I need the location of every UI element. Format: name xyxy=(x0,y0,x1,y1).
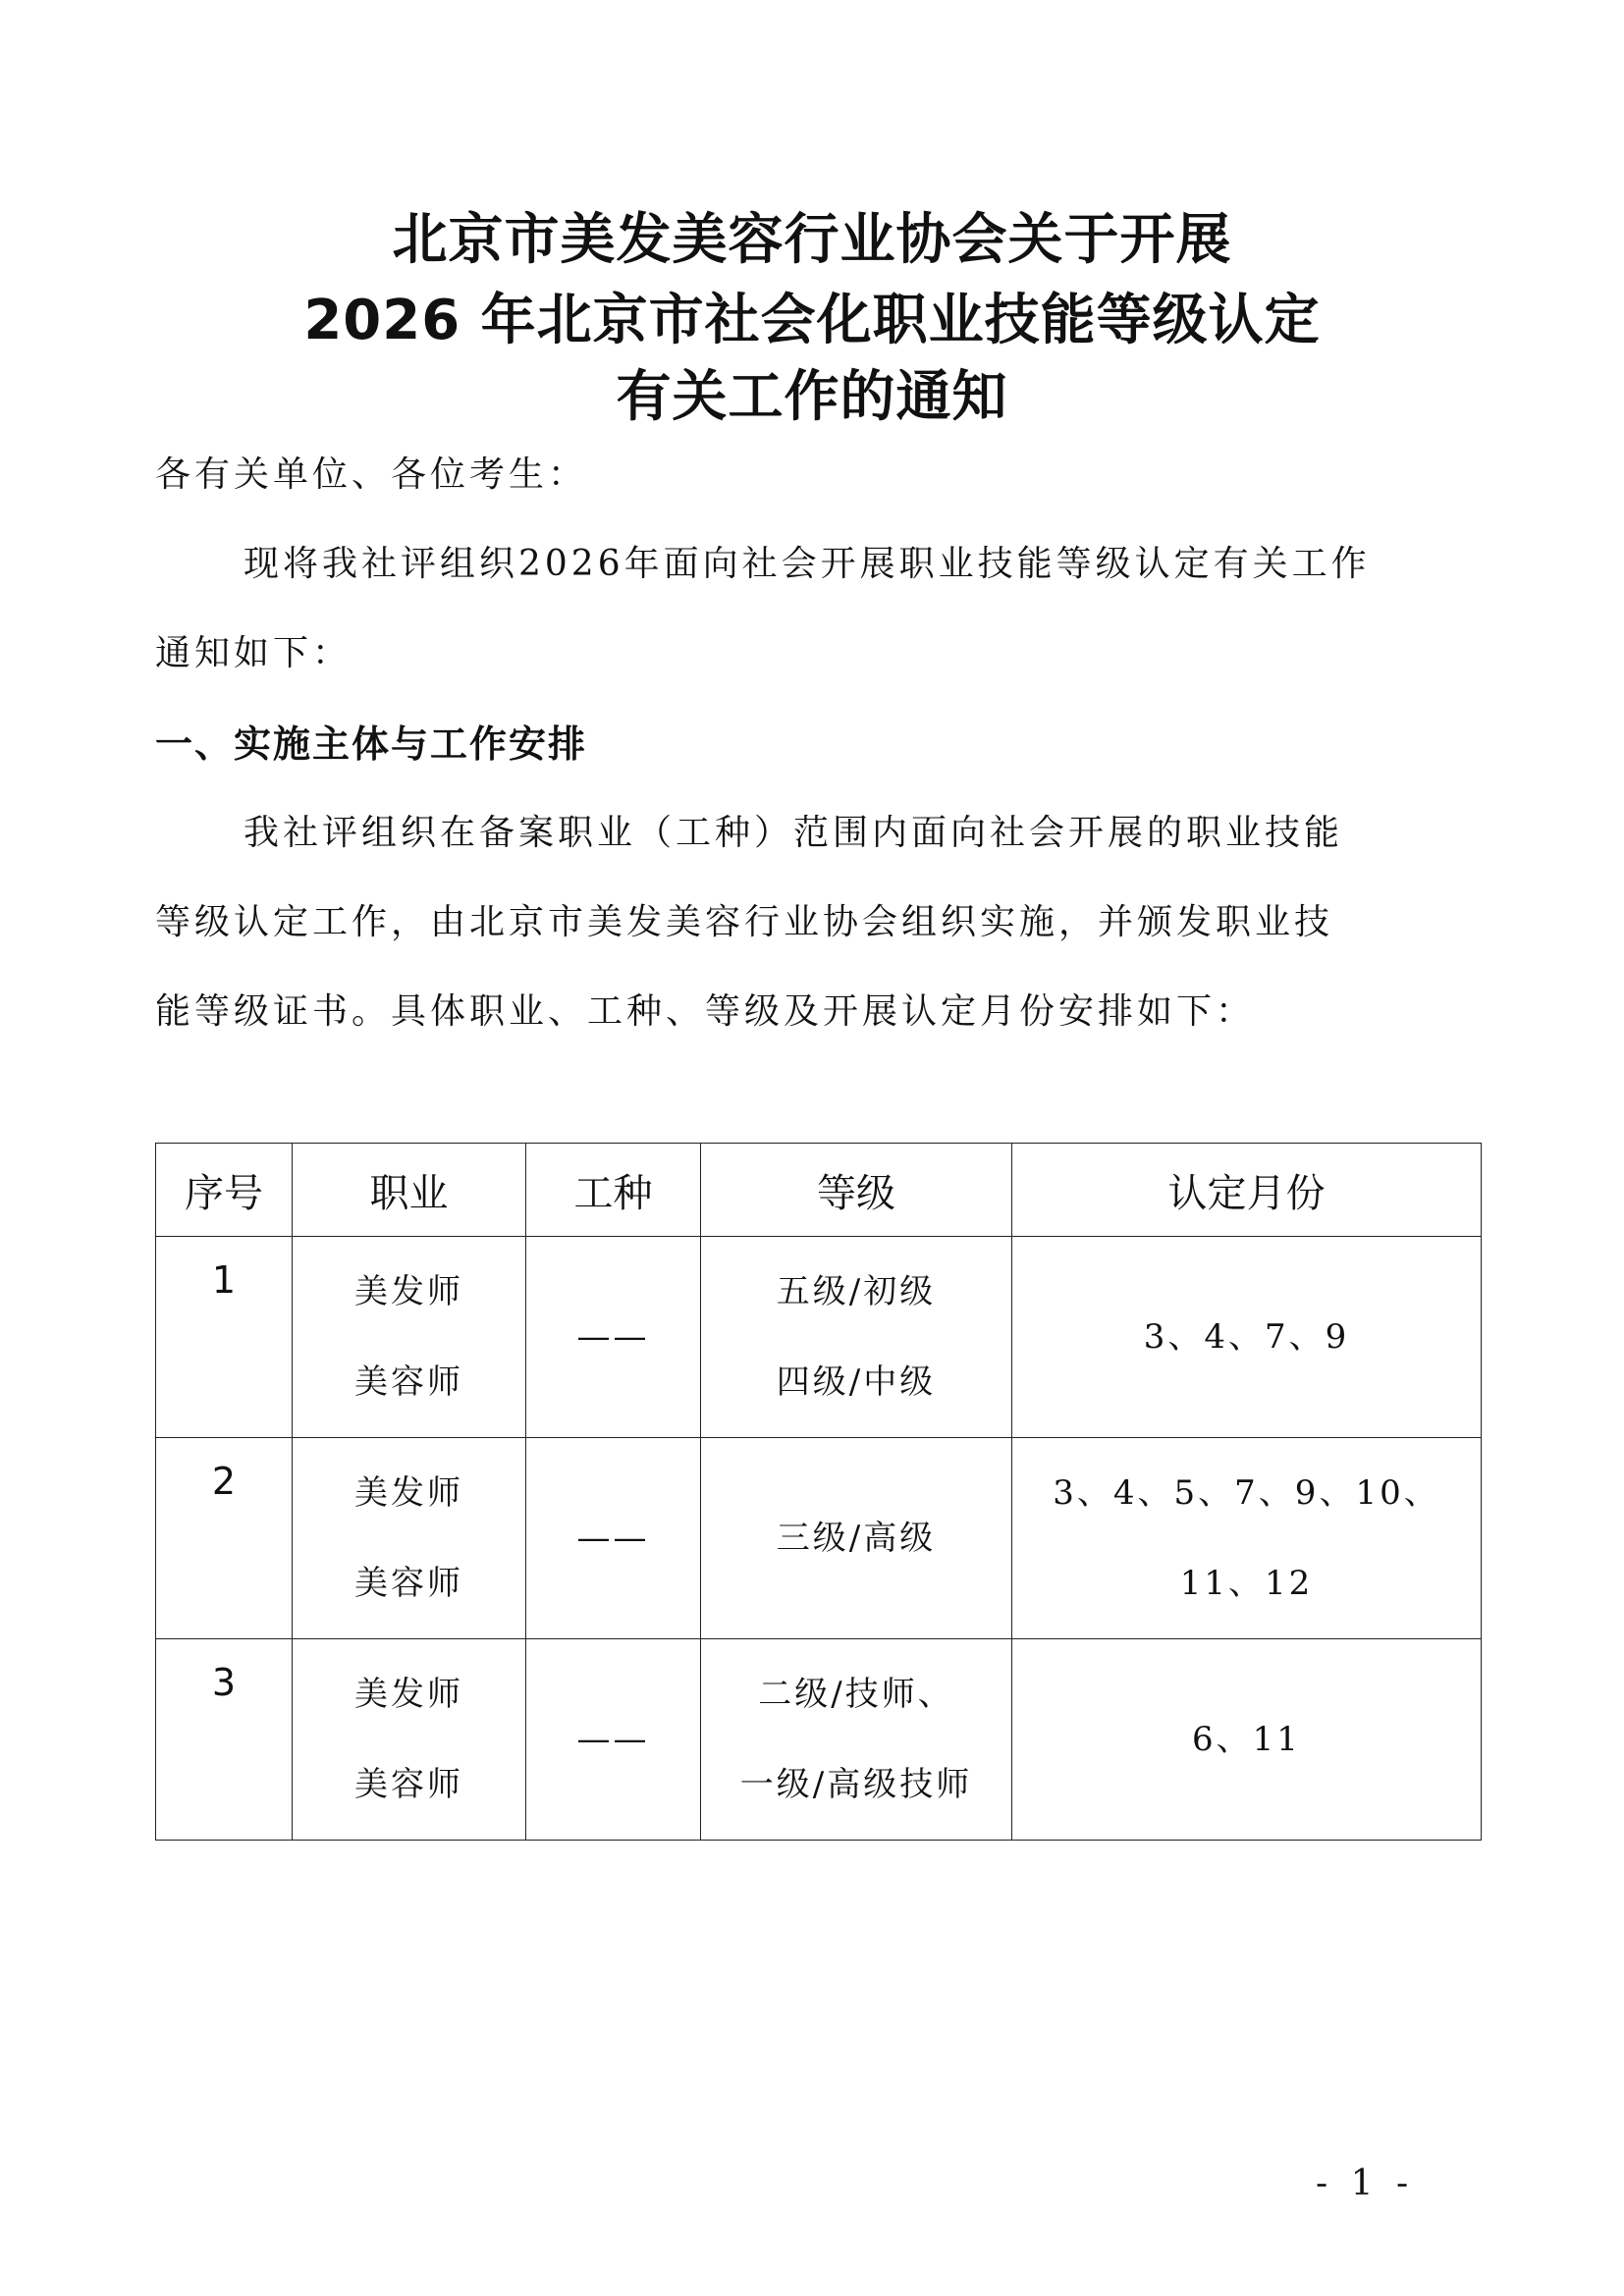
row-months xyxy=(1012,1438,1482,1639)
row-months xyxy=(1012,1639,1482,1841)
months-text: 6、11 xyxy=(1192,1720,1301,1759)
row-seq: 3 xyxy=(156,1639,293,1841)
months-text: 11、12 xyxy=(1179,1564,1314,1603)
occupation-text: 美发师 xyxy=(354,1272,463,1311)
header-months: 认定月份 xyxy=(1012,1144,1482,1237)
level-text: 三级/高级 xyxy=(776,1519,937,1558)
title-line-3: 有关工作的通知 xyxy=(616,365,1008,429)
row-trade: —— xyxy=(526,1438,701,1639)
salutation: 各有关单位、各位考生： xyxy=(155,454,588,495)
section-1-heading: 一、实施主体与工作安排 xyxy=(155,722,588,766)
row-occupations xyxy=(293,1639,526,1841)
table-row xyxy=(156,1237,1482,1438)
section-1-para-line-1: 我社评组织在备案职业（工种）范围内面向社会开展的职业技能 xyxy=(244,813,1344,853)
header-level: 等级 xyxy=(701,1144,1012,1237)
table-row xyxy=(156,1438,1482,1639)
row-trade: —— xyxy=(526,1237,701,1438)
row-occupations xyxy=(293,1237,526,1438)
level-text: 五级/初级 xyxy=(776,1272,937,1311)
intro-line-2: 通知如下： xyxy=(155,633,352,673)
row-seq: 2 xyxy=(156,1438,293,1639)
certification-schedule-table xyxy=(155,1143,1482,1841)
header-occupation: 职业 xyxy=(293,1144,526,1237)
table-header-row xyxy=(156,1144,1482,1237)
header-trade: 工种 xyxy=(526,1144,701,1237)
occupation-text: 美容师 xyxy=(354,1362,463,1402)
row-seq: 1 xyxy=(156,1237,293,1438)
months-text: 3、4、5、7、9、10、 xyxy=(1053,1473,1440,1513)
row-levels xyxy=(701,1237,1012,1438)
row-months xyxy=(1012,1237,1482,1438)
page-number: - 1 - xyxy=(1316,2163,1415,2204)
level-text: 二级/技师、 xyxy=(758,1675,954,1714)
row-trade: —— xyxy=(526,1639,701,1841)
title-line-1: 北京市美发美容行业协会关于开展 xyxy=(392,208,1232,272)
row-levels xyxy=(701,1438,1012,1639)
title-line-2: 2026 年北京市社会化职业技能等级认定 xyxy=(303,289,1321,352)
occupation-text: 美发师 xyxy=(354,1675,463,1714)
occupation-text: 美容师 xyxy=(354,1765,463,1804)
row-levels xyxy=(701,1639,1012,1841)
table-row xyxy=(156,1639,1482,1841)
intro-line-1: 现将我社评组织2026年面向社会开展职业技能等级认定有关工作 xyxy=(244,544,1371,584)
section-1-para-line-2: 等级认定工作，由北京市美发美容行业协会组织实施，并颁发职业技 xyxy=(155,902,1334,942)
level-text: 四级/中级 xyxy=(776,1362,937,1402)
occupation-text: 美容师 xyxy=(354,1564,463,1603)
occupation-text: 美发师 xyxy=(354,1473,463,1513)
row-occupations xyxy=(293,1438,526,1639)
level-text: 一级/高级技师 xyxy=(739,1765,973,1804)
header-seq: 序号 xyxy=(156,1144,293,1237)
section-1-para-line-3: 能等级证书。具体职业、工种、等级及开展认定月份安排如下： xyxy=(155,991,1256,1032)
months-text: 3、4、7、9 xyxy=(1143,1317,1350,1357)
